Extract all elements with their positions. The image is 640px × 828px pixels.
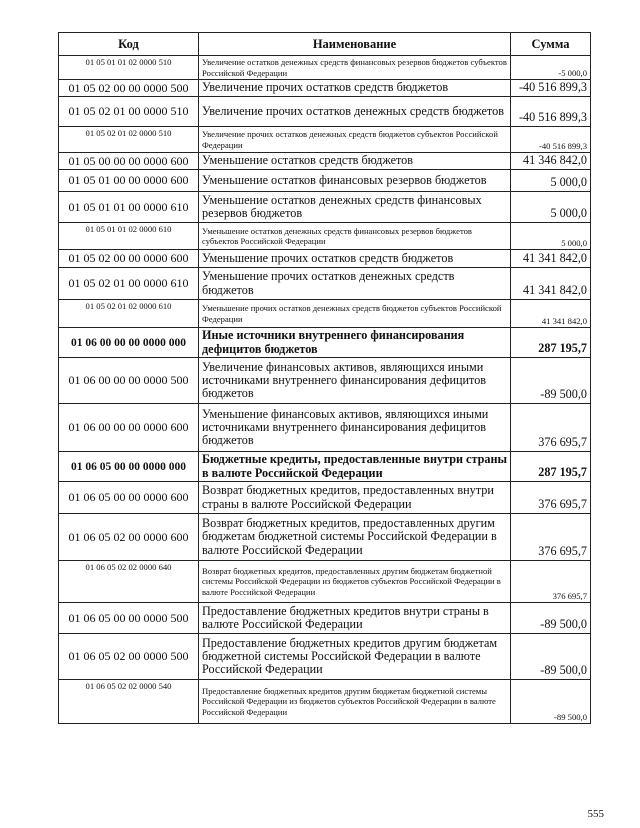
row-code: 01 06 05 02 00 0000 600	[59, 514, 199, 561]
row-name: Уменьшение прочих остатков денежных средств бюджетов субъектов Российской Федерации	[199, 300, 511, 328]
row-name: Возврат бюджетных кредитов, предоставленных внутри страны в валюте Российской Федерации	[199, 482, 511, 514]
table-row	[59, 97, 591, 127]
table-row	[59, 328, 591, 358]
row-name: Увеличение остатков денежных средств финансовых резервов бюджетов субъектов Российской Федерации	[199, 56, 511, 80]
row-sum: 5 000,0	[511, 192, 591, 223]
table-row	[59, 56, 591, 80]
row-code: 01 06 05 00 00 0000 000	[59, 452, 199, 482]
table-row	[59, 634, 591, 680]
table-row	[59, 404, 591, 452]
row-code: 01 06 00 00 00 0000 000	[59, 328, 199, 358]
row-sum: -89 500,0	[511, 358, 591, 404]
table-row	[59, 358, 591, 404]
budget-sources-table	[58, 32, 591, 724]
row-sum: 5 000,0	[511, 223, 591, 250]
table-row	[59, 300, 591, 328]
row-name: Увеличение прочих остатков денежных средств бюджетов	[199, 97, 511, 127]
table-row	[59, 514, 591, 561]
table-row	[59, 192, 591, 223]
row-code: 01 06 00 00 00 0000 600	[59, 404, 199, 452]
row-sum: 287 195,7	[511, 328, 591, 358]
row-code: 01 06 00 00 00 0000 500	[59, 358, 199, 404]
row-name: Уменьшение остатков денежных средств финансовых резервов бюджетов субъектов Российской Федерации	[199, 223, 511, 250]
row-name: Уменьшение остатков финансовых резервов бюджетов	[199, 170, 511, 192]
row-name: Уменьшение финансовых активов, являющихся иными источниками внутреннего финансирования дефицитов бюджетов	[199, 404, 511, 452]
row-code: 01 05 00 00 00 0000 600	[59, 153, 199, 170]
row-sum: -5 000,0	[511, 56, 591, 80]
row-sum: 376 695,7	[511, 514, 591, 561]
row-name: Возврат бюджетных кредитов, предоставленных другим бюджетам бюджетной системы Российской Федерации из бюджетов субъектов Российской Федерации в валюте Российской Федерации	[199, 561, 511, 603]
table-row	[59, 127, 591, 153]
row-name: Предоставление бюджетных кредитов другим бюджетам бюджетной системы Российской Федерации в валюте Российской Федерации	[199, 634, 511, 680]
row-sum: 5 000,0	[511, 170, 591, 192]
row-sum: -89 500,0	[511, 680, 591, 724]
table-row	[59, 561, 591, 603]
table-row	[59, 80, 591, 97]
row-name: Уменьшение прочих остатков денежных средств бюджетов	[199, 268, 511, 300]
row-sum: 376 695,7	[511, 482, 591, 514]
table-row	[59, 268, 591, 300]
row-sum: 41 346 842,0	[511, 153, 591, 170]
row-code: 01 06 05 02 00 0000 500	[59, 634, 199, 680]
row-name: Бюджетные кредиты, предоставленные внутри страны в валюте Российской Федерации	[199, 452, 511, 482]
row-name: Увеличение прочих остатков средств бюджетов	[199, 80, 511, 97]
row-sum: 376 695,7	[511, 404, 591, 452]
row-code: 01 05 02 01 02 0000 610	[59, 300, 199, 328]
budget-sources-table-container	[58, 32, 590, 724]
table-row	[59, 170, 591, 192]
row-sum: -89 500,0	[511, 634, 591, 680]
header-code: Код	[59, 33, 199, 56]
row-code: 01 05 01 00 00 0000 600	[59, 170, 199, 192]
row-name: Предоставление бюджетных кредитов внутри страны в валюте Российской Федерации	[199, 603, 511, 634]
table-row	[59, 223, 591, 250]
row-code: 01 05 01 01 02 0000 610	[59, 223, 199, 250]
row-name: Предоставление бюджетных кредитов другим бюджетам бюджетной системы Российской Федерации из бюджетов субъектов Российской Федерации в валюте Российской Федерации	[199, 680, 511, 724]
table-row	[59, 250, 591, 268]
row-code: 01 06 05 02 02 0000 640	[59, 561, 199, 603]
row-name: Увеличение финансовых активов, являющихся иными источниками внутреннего финансирования дефицитов бюджетов	[199, 358, 511, 404]
row-code: 01 05 02 01 00 0000 510	[59, 97, 199, 127]
row-name: Иные источники внутреннего финансирования дефицитов бюджетов	[199, 328, 511, 358]
row-code: 01 05 01 01 02 0000 510	[59, 56, 199, 80]
row-sum: -40 516 899,3	[511, 80, 591, 97]
row-code: 01 05 02 00 00 0000 600	[59, 250, 199, 268]
table-header-row	[59, 33, 591, 56]
row-sum: 41 341 842,0	[511, 300, 591, 328]
row-code: 01 06 05 02 02 0000 540	[59, 680, 199, 724]
row-sum: 287 195,7	[511, 452, 591, 482]
page-number: 555	[587, 808, 604, 820]
table-body	[59, 56, 591, 724]
row-sum: -40 516 899,3	[511, 127, 591, 153]
row-sum: -89 500,0	[511, 603, 591, 634]
row-code: 01 05 01 01 00 0000 610	[59, 192, 199, 223]
table-row	[59, 452, 591, 482]
table-row	[59, 153, 591, 170]
row-name: Возврат бюджетных кредитов, предоставленных другим бюджетам бюджетной системы Российской Федерации в валюте Российской Федерации	[199, 514, 511, 561]
row-code: 01 05 02 00 00 0000 500	[59, 80, 199, 97]
row-sum: -40 516 899,3	[511, 97, 591, 127]
row-code: 01 05 02 01 02 0000 510	[59, 127, 199, 153]
header-name: Наименование	[199, 33, 511, 56]
row-name: Уменьшение остатков денежных средств финансовых резервов бюджетов	[199, 192, 511, 223]
table-row	[59, 482, 591, 514]
row-sum: 41 341 842,0	[511, 250, 591, 268]
row-code: 01 06 05 00 00 0000 500	[59, 603, 199, 634]
row-sum: 376 695,7	[511, 561, 591, 603]
row-name: Уменьшение прочих остатков средств бюджетов	[199, 250, 511, 268]
table-row	[59, 680, 591, 724]
row-sum: 41 341 842,0	[511, 268, 591, 300]
row-name: Увеличение прочих остатков денежных средств бюджетов субъектов Российской Федерации	[199, 127, 511, 153]
row-code: 01 06 05 00 00 0000 600	[59, 482, 199, 514]
header-sum: Сумма	[511, 33, 591, 56]
row-name: Уменьшение остатков средств бюджетов	[199, 153, 511, 170]
table-row	[59, 603, 591, 634]
row-code: 01 05 02 01 00 0000 610	[59, 268, 199, 300]
